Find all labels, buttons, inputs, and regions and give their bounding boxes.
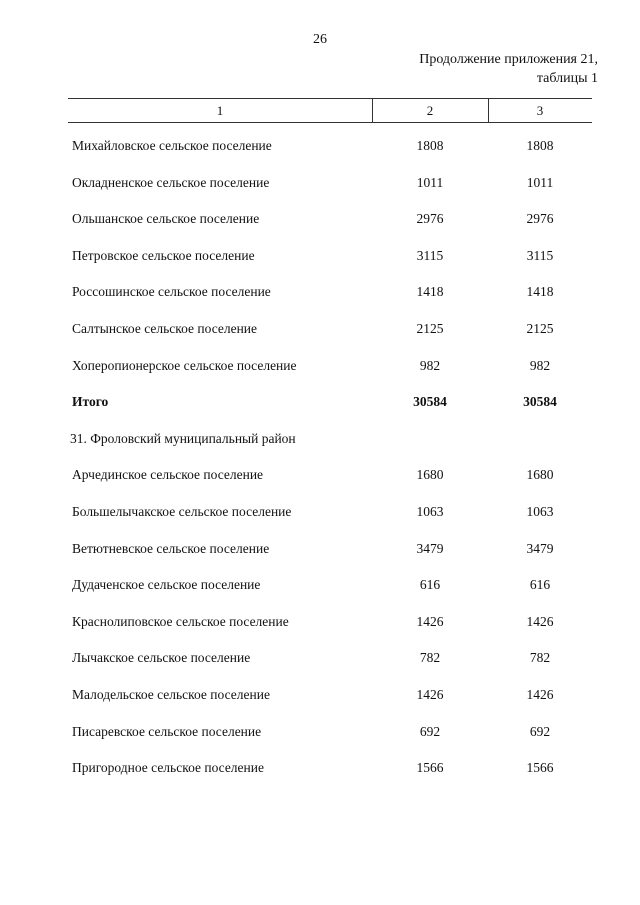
total-value-col2: 30584 bbox=[413, 394, 447, 410]
row-value-col3: 1011 bbox=[526, 174, 554, 190]
row-value-col2: 1680 bbox=[416, 467, 444, 483]
row-value-col3: 1418 bbox=[526, 284, 554, 300]
row-label: Дудаченское сельское поселение bbox=[72, 577, 261, 593]
row-value-col2: 3115 bbox=[416, 247, 444, 263]
row-value-col2: 1566 bbox=[416, 760, 444, 776]
table-row bbox=[0, 533, 640, 570]
table-row bbox=[0, 569, 640, 606]
table-row bbox=[0, 130, 640, 167]
row-label: Ветютневское сельское поселение bbox=[72, 540, 270, 556]
page-number: 26 bbox=[313, 32, 327, 47]
row-label: Россошинское сельское поселение bbox=[72, 284, 271, 300]
section-heading: 31. Фроловский муниципальный район bbox=[70, 430, 296, 446]
row-label: Хоперопионерское сельское поселение bbox=[72, 357, 297, 373]
table-row bbox=[0, 203, 640, 240]
row-label: Окладненское сельское поселение bbox=[72, 174, 270, 190]
row-value-col3: 982 bbox=[529, 357, 551, 373]
total-row bbox=[0, 386, 640, 423]
row-value-col3: 1426 bbox=[526, 686, 554, 702]
row-label: Краснолиповское сельское поселение bbox=[72, 613, 289, 629]
table-row bbox=[0, 716, 640, 753]
table-row bbox=[0, 679, 640, 716]
table-row bbox=[0, 350, 640, 387]
row-value-col3: 1808 bbox=[526, 138, 554, 153]
row-value-col3: 1426 bbox=[526, 613, 554, 629]
row-value-col3: 3115 bbox=[526, 247, 554, 263]
table-row bbox=[0, 752, 640, 789]
section-heading-row bbox=[0, 423, 640, 460]
row-value-col3: 782 bbox=[529, 650, 551, 666]
row-value-col2: 1011 bbox=[416, 174, 444, 190]
header-bottom-rule bbox=[68, 122, 592, 123]
row-value-col2: 1418 bbox=[416, 284, 444, 300]
row-value-col3: 2125 bbox=[526, 320, 554, 336]
column-header-2: 2 bbox=[426, 103, 434, 118]
header-top-rule bbox=[68, 98, 592, 99]
row-value-col2: 782 bbox=[419, 650, 441, 666]
table-row bbox=[0, 167, 640, 204]
continuation-line-1: Продолжение приложения 21, bbox=[419, 52, 598, 67]
row-value-col2: 3479 bbox=[416, 540, 444, 556]
row-value-col3: 3479 bbox=[526, 540, 554, 556]
row-label: Салтынское сельское поселение bbox=[72, 320, 258, 336]
row-value-col2: 692 bbox=[419, 723, 441, 739]
total-label: Итого bbox=[72, 394, 109, 410]
table-row bbox=[0, 459, 640, 496]
row-value-col2: 616 bbox=[419, 577, 441, 593]
column-header-1: 1 bbox=[216, 103, 224, 118]
continuation-note bbox=[298, 50, 598, 88]
row-label: Петровское сельское поселение bbox=[72, 247, 255, 263]
row-value-col2: 982 bbox=[419, 357, 441, 373]
row-value-col2: 2125 bbox=[416, 320, 444, 336]
row-label: Арчединское сельское поселение bbox=[72, 467, 264, 483]
row-label: Большелычакское сельское поселение bbox=[72, 503, 292, 519]
column-header-3: 3 bbox=[536, 103, 544, 118]
table-row bbox=[0, 240, 640, 277]
row-label: Михайловское сельское поселение bbox=[72, 138, 272, 153]
table-row bbox=[0, 313, 640, 350]
table-row bbox=[0, 276, 640, 313]
row-value-col3: 1063 bbox=[526, 503, 554, 519]
row-label: Лычакское сельское поселение bbox=[72, 650, 251, 666]
table-row bbox=[0, 606, 640, 643]
row-value-col3: 616 bbox=[529, 577, 551, 593]
row-label: Пригородное сельское поселение bbox=[72, 760, 264, 776]
row-value-col2: 1808 bbox=[416, 138, 444, 153]
table-body bbox=[0, 130, 640, 789]
continuation-line-2: таблицы 1 bbox=[536, 71, 598, 86]
row-value-col3: 692 bbox=[529, 723, 551, 739]
row-value-col2: 1426 bbox=[416, 686, 444, 702]
row-value-col2: 1426 bbox=[416, 613, 444, 629]
row-label: Писаревское сельское поселение bbox=[72, 723, 262, 739]
row-value-col3: 1680 bbox=[526, 467, 554, 483]
row-value-col2: 1063 bbox=[416, 503, 444, 519]
table-row bbox=[0, 496, 640, 533]
table-row bbox=[0, 642, 640, 679]
row-label: Ольшанское сельское поселение bbox=[72, 211, 260, 227]
row-value-col3: 2976 bbox=[526, 211, 554, 227]
total-value-col3: 30584 bbox=[523, 394, 557, 410]
row-value-col2: 2976 bbox=[416, 211, 444, 227]
row-label: Малодельское сельское поселение bbox=[72, 686, 270, 702]
row-value-col3: 1566 bbox=[526, 760, 554, 776]
